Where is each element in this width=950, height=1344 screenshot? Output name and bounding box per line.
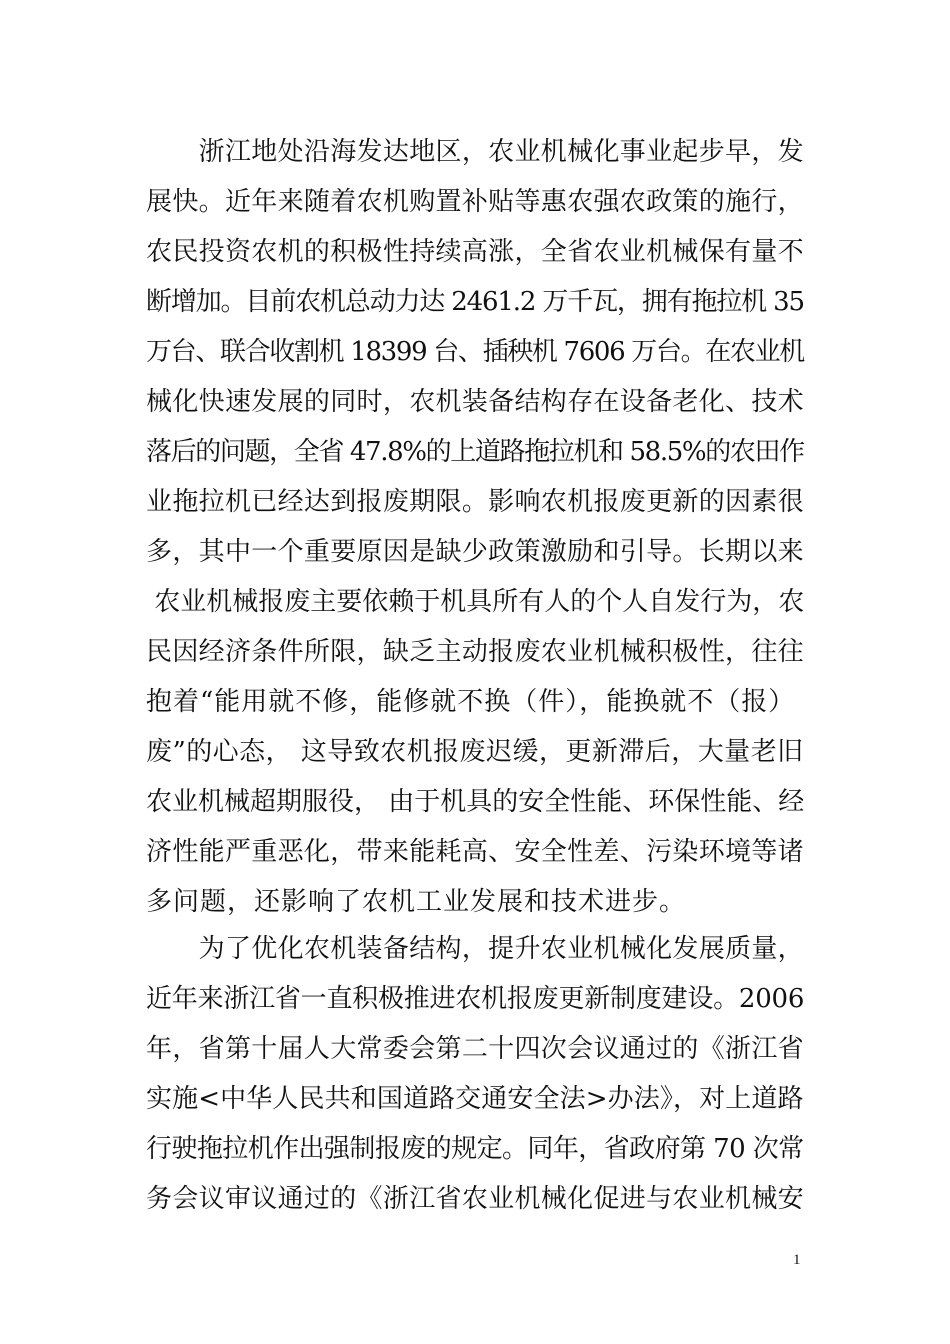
text-line: 多，其中一个重要原因是缺少政策激励和引导。长期以来 (146, 537, 805, 567)
text-line: 行驶拖拉机作出强制报废的规定。同年，省政府第 70 次常 (146, 1134, 804, 1164)
text-line: 多问题，还影响了农机工业发展和技术进步。 (146, 887, 687, 917)
text-line: 近年来浙江省一直积极推进农机报废更新制度建设。2006 (146, 984, 805, 1014)
text-line: 实施<中华人民共和国道路交通安全法>办法》，对上道路 (146, 1084, 804, 1114)
text-line: 废”的心态， 这导致农机报废迟缓，更新滞后，大量老旧 (146, 737, 804, 767)
text-line: 业拖拉机已经达到报废期限。影响农机报废更新的因素很 (146, 487, 805, 517)
page-number: 1 (793, 1252, 801, 1268)
text-line: 农业机械超期服役， 由于机具的安全性能、环保性能、经 (146, 787, 805, 817)
text-line: 民因经济条件所限，缺乏主动报废农业机械积极性，往往 (146, 637, 805, 667)
text-line: 断增加。目前农机总动力达 2461.2 万千瓦，拥有拖拉机 35 (146, 287, 804, 317)
text-line: 为了优化农机装备结构，提升农业机械化发展质量， (146, 934, 805, 964)
text-line: 年，省第十届人大常委会第二十四次会议通过的《浙江省 (146, 1034, 805, 1064)
text-line: 万台、联合收割机 18399 台、插秧机 7606 万台。在农业机 (146, 337, 804, 367)
text-line: 展快。近年来随着农机购置补贴等惠农强农政策的施行， (146, 187, 805, 217)
text-line: 落后的问题，全省 47.8%的上道路拖拉机和 58.5%的农田作 (146, 437, 804, 467)
text-line: 农业机械报废主要依赖于机具所有人的个人自发行为，农 (146, 587, 805, 617)
text-line: 械化快速发展的同时，农机装备结构存在设备老化、技术 (146, 387, 805, 417)
text-line: 农民投资农机的积极性持续高涨，全省农业机械保有量不 (146, 237, 805, 267)
text-line: 抱着“能用就不修，能修就不换（件），能换就不（报） (146, 687, 796, 717)
text-line: 浙江地处沿海发达地区，农业机械化事业起步早，发 (146, 137, 805, 167)
text-line: 济性能严重恶化，带来能耗高、安全性差、污染环境等诸 (146, 837, 805, 867)
text-line: 务会议审议通过的《浙江省农业机械化促进与农业机械安 (146, 1184, 805, 1214)
